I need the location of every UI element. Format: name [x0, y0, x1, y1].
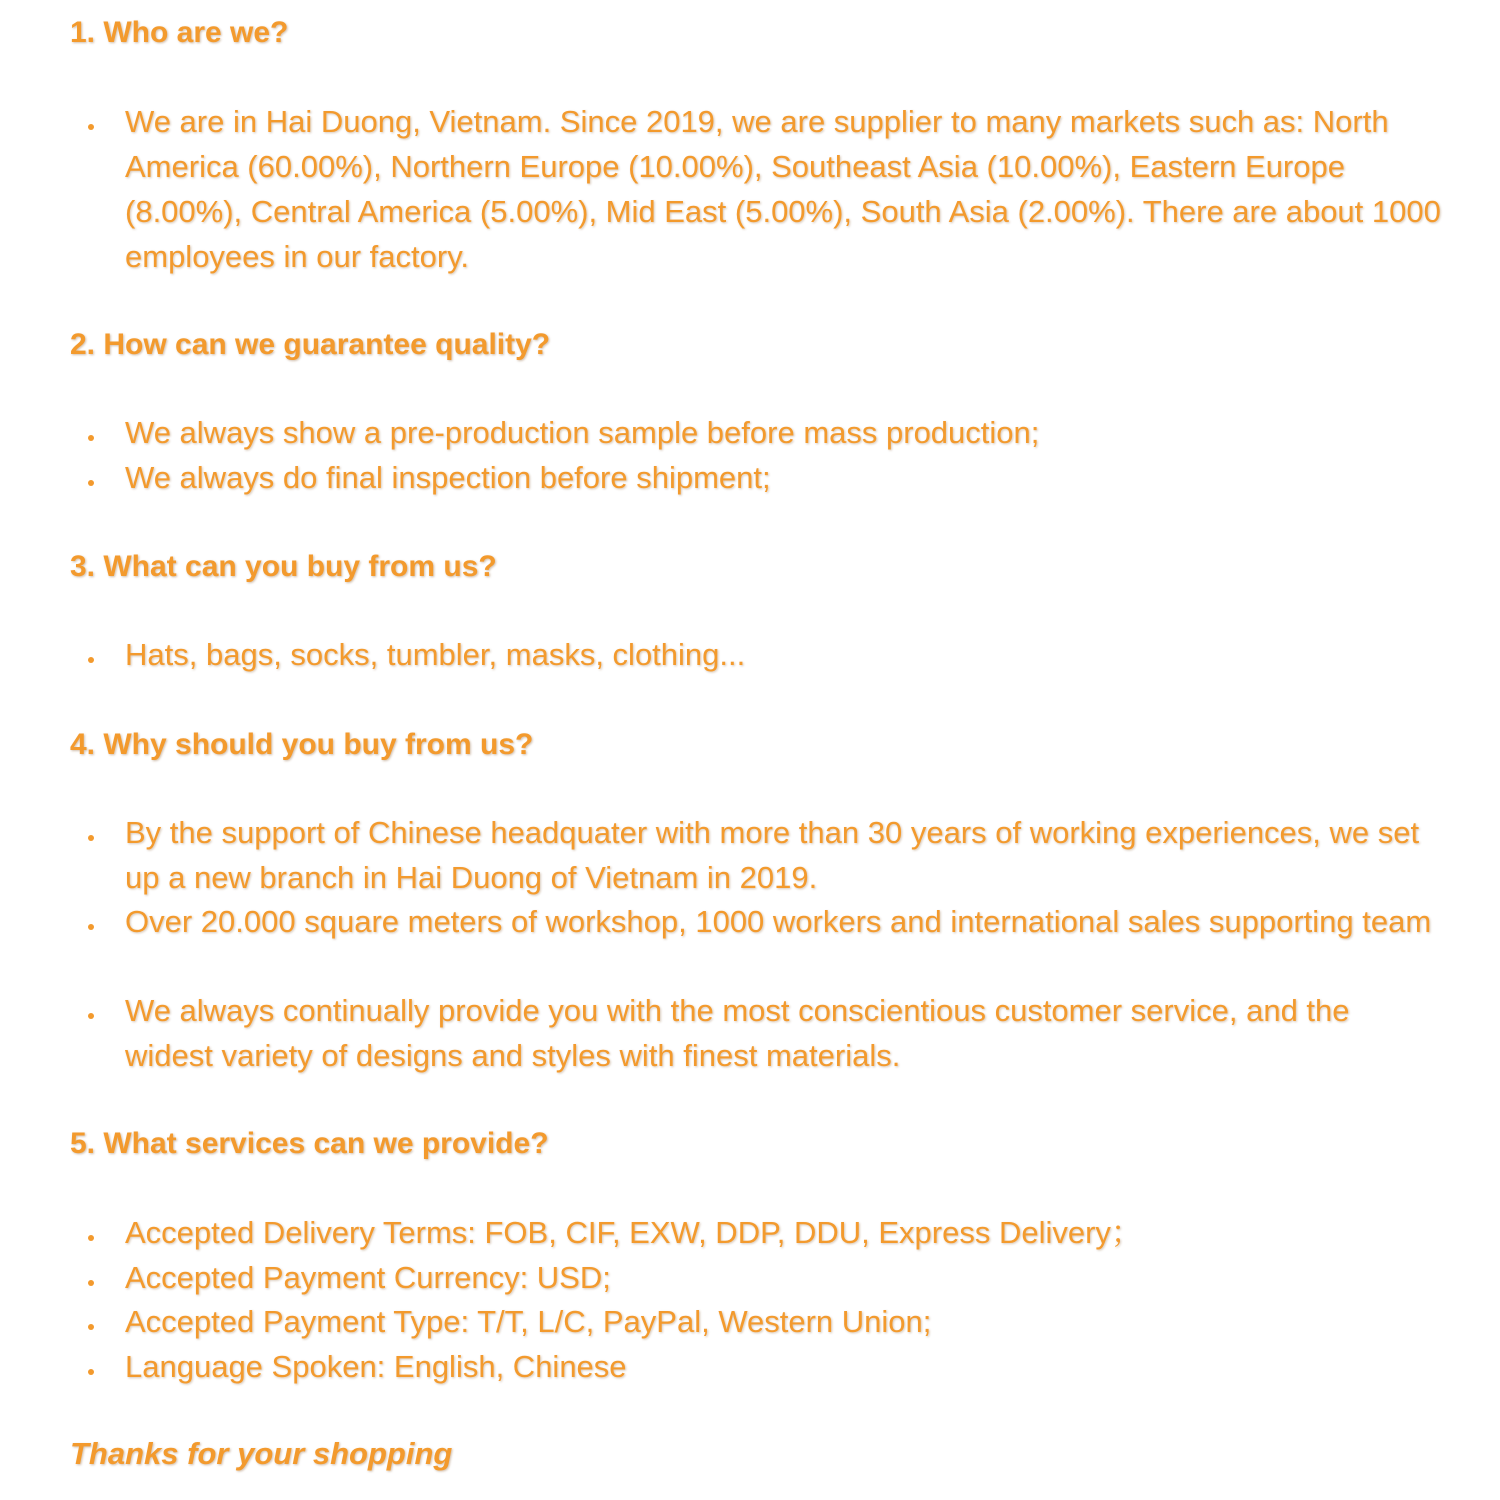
list-item: We always do final inspection before shipment; — [125, 460, 771, 495]
list-item: We always continually provide you with the most conscientious customer service, and the widest variety of designs and styles with finest materials. — [125, 993, 1350, 1073]
bullet-icon — [88, 1215, 98, 1260]
list-item: Language Spoken: English, Chinese — [125, 1349, 627, 1384]
list-item: Hats, bags, socks, tumbler, masks, clothing... — [125, 637, 746, 672]
section-heading-who-are-we: 1. Who are we? — [70, 16, 289, 49]
section-heading-what-to-buy: 3. What can you buy from us? — [70, 550, 497, 583]
bullet-icon — [88, 637, 98, 682]
bullet-icon — [88, 104, 98, 149]
section-heading-quality: 2. How can we guarantee quality? — [70, 328, 551, 361]
section-heading-services: 5. What services can we provide? — [70, 1127, 549, 1160]
bullet-icon — [88, 1304, 98, 1349]
bullet-icon — [88, 815, 98, 860]
bullet-icon — [88, 415, 98, 460]
list-item: We always show a pre-production sample before mass production; — [125, 415, 1040, 450]
section-heading-why-buy: 4. Why should you buy from us? — [70, 728, 534, 761]
list-item: By the support of Chinese headquater with more than 30 years of working experiences, we set up a new branch in Hai Duong of Vietnam in 2019. — [125, 815, 1420, 895]
closing-message: Thanks for your shopping — [70, 1436, 453, 1471]
bullet-icon — [88, 993, 98, 1038]
bullet-icon — [88, 1260, 98, 1305]
list-item: We are in Hai Duong, Vietnam. Since 2019, we are supplier to many markets such as: North America (60.00%), Northern Europe (10.00%), Southeast Asia (10.00%), Eastern Europe (8.00%), Central America (5.00%), Mid East (5.00%), South Asia (2.00%). There are about 1000 employees in our factory. — [125, 104, 1441, 274]
list-item: Accepted Payment Currency: USD; — [125, 1260, 611, 1295]
bullet-icon — [88, 904, 98, 949]
bullet-icon — [88, 460, 98, 505]
list-item: Over 20.000 square meters of workshop, 1000 workers and international sales supporting team — [125, 904, 1432, 939]
list-item: Accepted Payment Type: T/T, L/C, PayPal, Western Union; — [125, 1304, 932, 1339]
bullet-icon — [88, 1349, 98, 1394]
list-item: Accepted Delivery Terms: FOB, CIF, EXW, DDP, DDU, Express Delivery； — [125, 1215, 1142, 1250]
